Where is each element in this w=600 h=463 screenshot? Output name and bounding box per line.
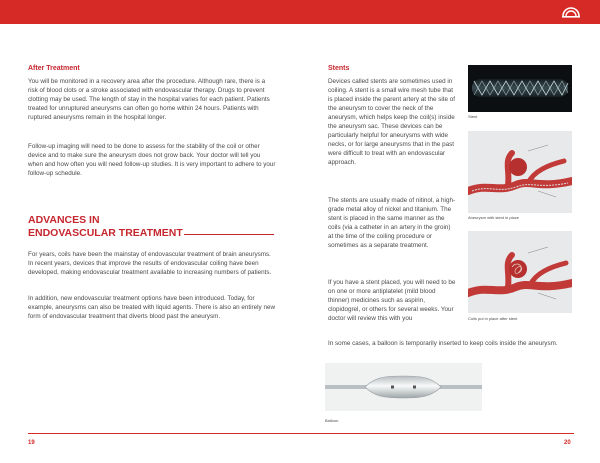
red-badge-icon: [560, 5, 582, 19]
aneurysm-stent-image: [468, 131, 572, 213]
balloon-paragraph: In some cases, a balloon is temporarily inserted to keep coils inside the aneurysm.: [328, 340, 558, 347]
header-bar: [0, 0, 600, 24]
coils-stent-caption: Coils put in place after stent: [468, 316, 518, 321]
advances-paragraph-2: In addition, new endovascular treatment options have been introduced. Today, for example, aneurysms can also be treated with liquid agents. There is also an entirely new form of endovascular treatment that diverts blood past the aneurysm.: [28, 295, 275, 320]
page-number-right: 20: [564, 440, 571, 446]
coils-stent-image: [468, 231, 572, 313]
stent-image: [468, 65, 572, 112]
stents-paragraph-1: Devices called stents are sometimes used in coiling. A stent is a small wire mesh tube that is placed inside the parent artery at the site of the aneurysm to cover the neck of the aneurysm, which helps keep the coil(s) inside the aneurysm sac. These devices can be particularly helpful for aneurysms with wide necks, or for large aneurysms that in the past were difficult to treat with an endovascular approach.: [328, 78, 456, 166]
after-treatment-paragraph-1: You will be monitored in a recovery area after the procedure. Although rare, there is a risk of blood clots or a stroke associated with endovascular therapy. Drugs to prevent clotting may be used. The length of stay in the hospital varies for each patient. Patients treated for unruptured aneurysms can often go home within 24 hours. Patients with ruptured aneurysms remain in the hospital longer.: [28, 78, 270, 121]
footer-rule: [28, 433, 574, 434]
advances-heading-line-2: ENDOVASCULAR TREATMENT: [28, 227, 183, 239]
advances-heading: [28, 214, 278, 240]
advances-heading-line-1: ADVANCES IN: [28, 214, 100, 226]
after-treatment-heading: After Treatment: [28, 65, 80, 72]
balloon-image: [325, 363, 482, 411]
stents-heading: Stents: [328, 65, 350, 72]
stent-caption: Stent: [468, 114, 478, 119]
aneurysm-stent-caption: Aneurysm with stent in place: [468, 215, 519, 220]
stents-paragraph-3: If you have a stent placed, you will need to be on one or more antiplatelet (mild blood thinner) medicines such as aspirin, clopidogrel, or others for several weeks. Your doctor will review this with you: [328, 279, 456, 322]
advances-paragraph-1: For years, coils have been the mainstay of endovascular treatment of brain aneurysms. In recent years, devices that improve the results of endovascular coiling have been developed, making endovascular treatment available to increasing numbers of patients.: [28, 251, 272, 276]
heading-divider: [184, 234, 274, 235]
stents-paragraph-2: The stents are usually made of nitinol, a high-grade metal alloy of nickel and titanium. The stent is placed in the same manner as the coils (via a catheter in an artery in the groin) at the time of the coiling procedure or sometimes as a separate treatment.: [328, 197, 456, 249]
page-number-left: 19: [28, 440, 35, 446]
after-treatment-paragraph-2: Follow-up imaging will need to be done to assess for the stability of the coil or other device and to make sure the aneurysm does not grow back. Your doctor will tell you when and how often you will need follow-up studies. It is very important to adhere to your follow-up schedule.: [28, 143, 276, 177]
balloon-caption: Balloon: [325, 418, 339, 423]
